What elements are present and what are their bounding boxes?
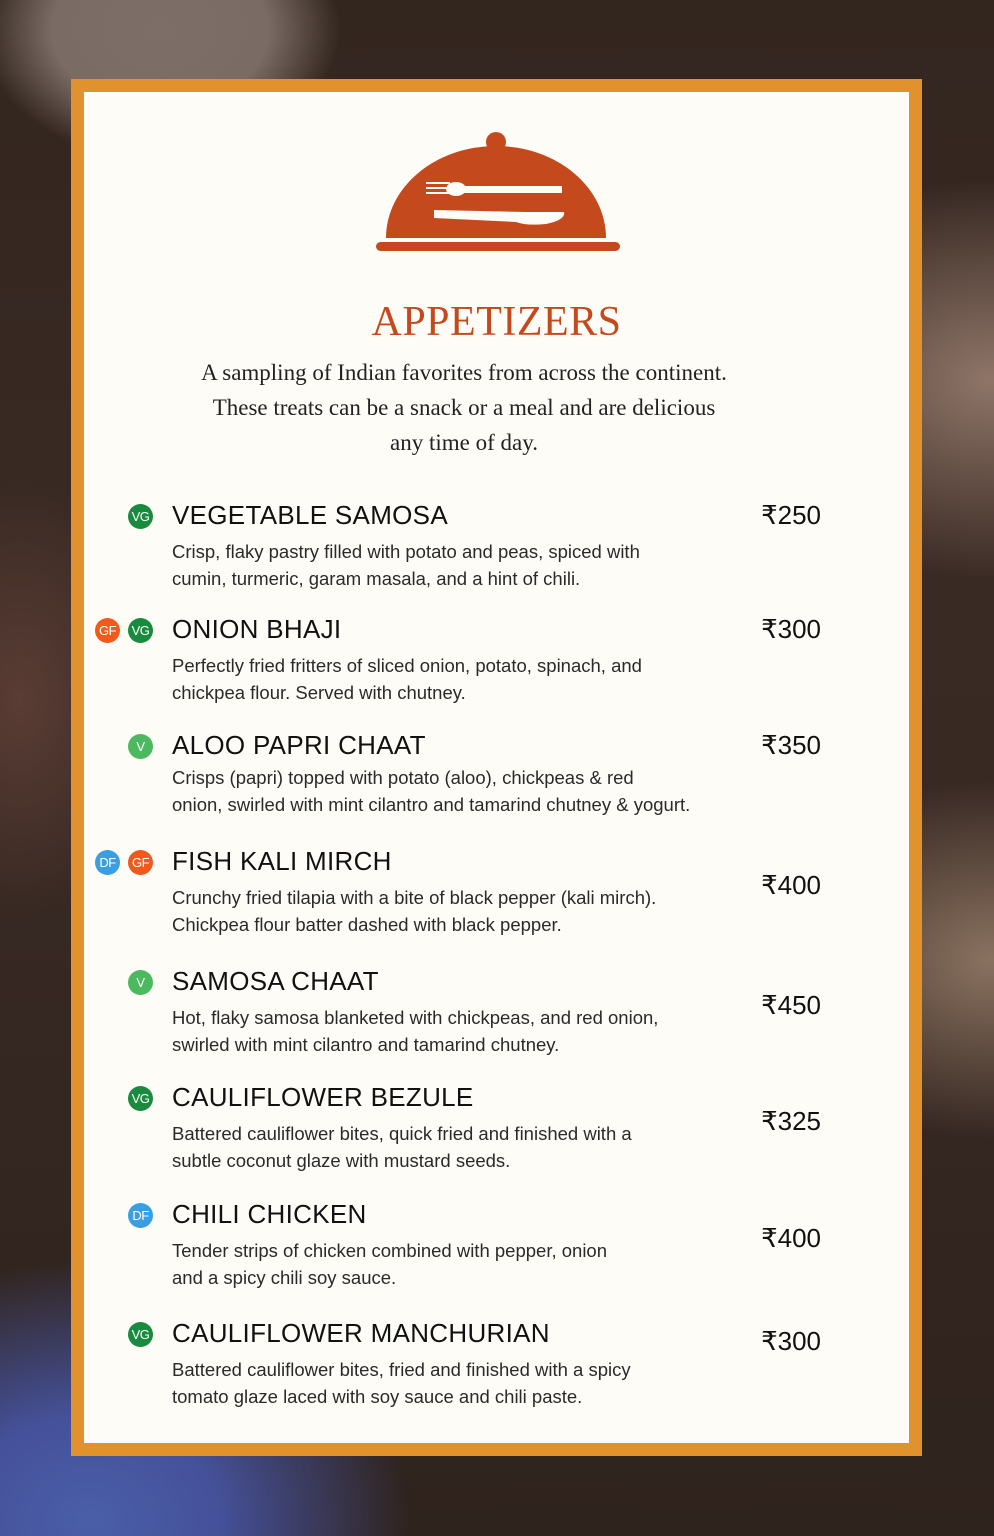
item-description [172, 1004, 658, 1058]
item-name: ONION BHAJI [172, 614, 342, 644]
item-name: CHILI CHICKEN [172, 1199, 367, 1229]
description-line: and a spicy chili soy sauce. [172, 1267, 397, 1288]
item-price: ₹300 [761, 1326, 821, 1356]
section-intro [154, 355, 774, 460]
item-price: ₹450 [761, 990, 821, 1020]
description-line: chickpea flour. Served with chutney. [172, 682, 466, 703]
description-line: Chickpea flour batter dashed with black pepper. [172, 914, 562, 935]
description-line: tomato glaze laced with soy sauce and chili paste. [172, 1386, 583, 1407]
intro-line: any time of day. [390, 430, 538, 455]
description-line: cumin, turmeric, garam masala, and a hint of chili. [172, 568, 581, 589]
item-description [172, 764, 690, 818]
diet-badges [95, 618, 153, 643]
item-price: ₹300 [761, 614, 821, 644]
badge-dairy-free-icon: DF [128, 1203, 153, 1228]
item-name: CAULIFLOWER BEZULE [172, 1082, 474, 1112]
description-line: Crunchy fried tilapia with a bite of black pepper (kali mirch). [172, 887, 657, 908]
item-name: SAMOSA CHAAT [172, 966, 379, 996]
badge-vegetarian-icon: V [128, 734, 153, 759]
item-description [172, 884, 656, 938]
diet-badges [128, 1322, 153, 1347]
item-name: ALOO PAPRI CHAAT [172, 730, 426, 760]
description-line: Crisp, flaky pastry filled with potato and peas, spiced with [172, 541, 640, 562]
description-line: Crisps (papri) topped with potato (aloo), chickpeas & red [172, 767, 634, 788]
item-description [172, 652, 642, 706]
diet-badges [95, 850, 153, 875]
badge-gluten-free-icon: GF [95, 618, 120, 643]
item-description [172, 1120, 632, 1174]
menu-card [84, 92, 909, 1443]
badge-vegan-icon: VG [128, 618, 153, 643]
item-price: ₹250 [761, 500, 821, 530]
intro-line: A sampling of Indian favorites from across the continent. [201, 360, 727, 385]
description-line: Hot, flaky samosa blanketed with chickpeas, and red onion, [172, 1007, 659, 1028]
menu-card-frame [71, 79, 922, 1456]
description-line: swirled with mint cilantro and tamarind chutney. [172, 1034, 560, 1055]
description-line: Battered cauliflower bites, quick fried and finished with a [172, 1123, 632, 1144]
intro-line: These treats can be a snack or a meal and are delicious [212, 395, 716, 420]
badge-vegan-icon: VG [128, 504, 153, 529]
badge-vegan-icon: VG [128, 1322, 153, 1347]
item-price: ₹400 [761, 1223, 821, 1253]
item-name: VEGETABLE SAMOSA [172, 500, 448, 530]
badge-vegetarian-icon: V [128, 970, 153, 995]
diet-badges [128, 1203, 153, 1228]
badge-gluten-free-icon: GF [128, 850, 153, 875]
diet-badges [128, 734, 153, 759]
item-description [172, 538, 640, 592]
description-line: onion, swirled with mint cilantro and tamarind chutney & yogurt. [172, 794, 691, 815]
badge-dairy-free-icon: DF [95, 850, 120, 875]
badge-vegan-icon: VG [128, 1086, 153, 1111]
item-price: ₹400 [761, 870, 821, 900]
diet-badges [128, 504, 153, 529]
description-line: subtle coconut glaze with mustard seeds. [172, 1150, 511, 1171]
item-price: ₹350 [761, 730, 821, 760]
description-line: Battered cauliflower bites, fried and finished with a spicy [172, 1359, 631, 1380]
item-description [172, 1237, 607, 1291]
section-title: APPETIZERS [371, 299, 622, 345]
diet-badges [128, 1086, 153, 1111]
description-line: Tender strips of chicken combined with pepper, onion [172, 1240, 608, 1261]
item-name: CAULIFLOWER MANCHURIAN [172, 1318, 550, 1348]
item-price: ₹325 [761, 1106, 821, 1136]
cloche-fork-knife-icon [376, 128, 620, 254]
description-line: Perfectly fried fritters of sliced onion, potato, spinach, and [172, 655, 642, 676]
diet-badges [128, 970, 153, 995]
item-description [172, 1356, 631, 1410]
item-name: FISH KALI MIRCH [172, 846, 392, 876]
